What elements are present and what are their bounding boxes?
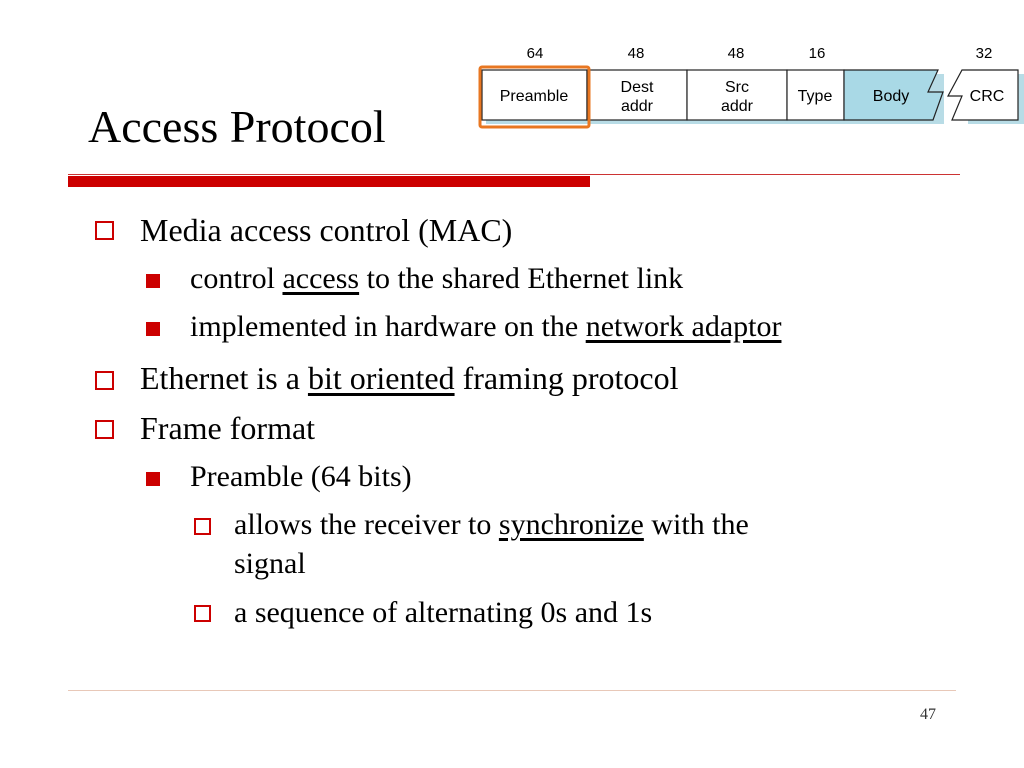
bullet-control-access-post: to the shared Ethernet link xyxy=(359,262,684,295)
term-network-adaptor: network adaptor xyxy=(585,310,782,343)
bits-label-src: 48 xyxy=(727,45,745,62)
bullet-implemented xyxy=(190,310,781,344)
page-number: 47 xyxy=(920,706,936,723)
bullet-hollow-small-2 xyxy=(194,605,211,622)
bullet-control-access xyxy=(190,262,683,296)
field-dest-label-2: addr xyxy=(620,98,654,115)
term-access: access xyxy=(282,262,360,295)
field-src-label-1: Src xyxy=(725,79,749,96)
ethernet-frame-diagram xyxy=(478,40,1024,130)
bullet-solid-1 xyxy=(146,274,160,288)
bits-label-preamble: 64 xyxy=(526,45,544,62)
field-type-label: Type xyxy=(797,88,833,105)
footer-divider xyxy=(68,690,956,691)
field-preamble-label: Preamble xyxy=(499,88,569,105)
bullet-preamble-text: Preamble (64 bits) xyxy=(190,460,412,493)
bits-label-type: 16 xyxy=(808,45,826,62)
title-divider xyxy=(68,174,960,175)
bullet-hollow-1 xyxy=(95,221,114,240)
bullet-bit-oriented-pre: Ethernet is a xyxy=(140,360,308,396)
bullet-bit-oriented xyxy=(140,360,679,397)
bullet-mac-text: Media access control (MAC) xyxy=(140,212,513,248)
bullet-synchronize-line2-text: signal xyxy=(234,547,306,580)
bullet-bit-oriented-post: framing protocol xyxy=(454,360,679,396)
frame-diagram-svg xyxy=(478,40,1024,130)
bullet-solid-3 xyxy=(146,472,160,486)
field-body-label: Body xyxy=(872,88,910,105)
bullet-preamble xyxy=(190,460,412,494)
field-src-label-2: addr xyxy=(720,98,754,115)
bullet-hollow-2 xyxy=(95,371,114,390)
bullet-synchronize xyxy=(234,508,749,542)
bullet-implemented-pre: implemented in hardware on the xyxy=(190,310,586,343)
term-synchronize: synchronize xyxy=(498,508,644,541)
bullet-alternating-text: a sequence of alternating 0s and 1s xyxy=(234,596,653,629)
term-bit-oriented: bit oriented xyxy=(307,360,455,396)
bullet-alternating xyxy=(234,596,652,630)
bits-label-dest: 48 xyxy=(627,45,645,62)
bullet-synchronize-post: with the xyxy=(643,508,749,541)
slide-title: Access Protocol xyxy=(88,101,386,152)
bits-label-crc: 32 xyxy=(975,45,993,62)
bullet-control-access-pre: control xyxy=(190,262,283,295)
bullet-synchronize-line2 xyxy=(234,547,306,581)
field-dest-label-1: Dest xyxy=(620,79,654,96)
bullet-synchronize-pre: allows the receiver to xyxy=(234,508,499,541)
bullet-frame-format xyxy=(140,410,315,447)
bullet-hollow-small-1 xyxy=(194,518,211,535)
field-crc-label: CRC xyxy=(969,88,1005,105)
bullet-mac xyxy=(140,212,512,249)
bullet-hollow-3 xyxy=(95,420,114,439)
bullet-frame-format-text: Frame format xyxy=(140,410,316,446)
bullet-solid-2 xyxy=(146,322,160,336)
title-accent-bar xyxy=(68,176,590,187)
